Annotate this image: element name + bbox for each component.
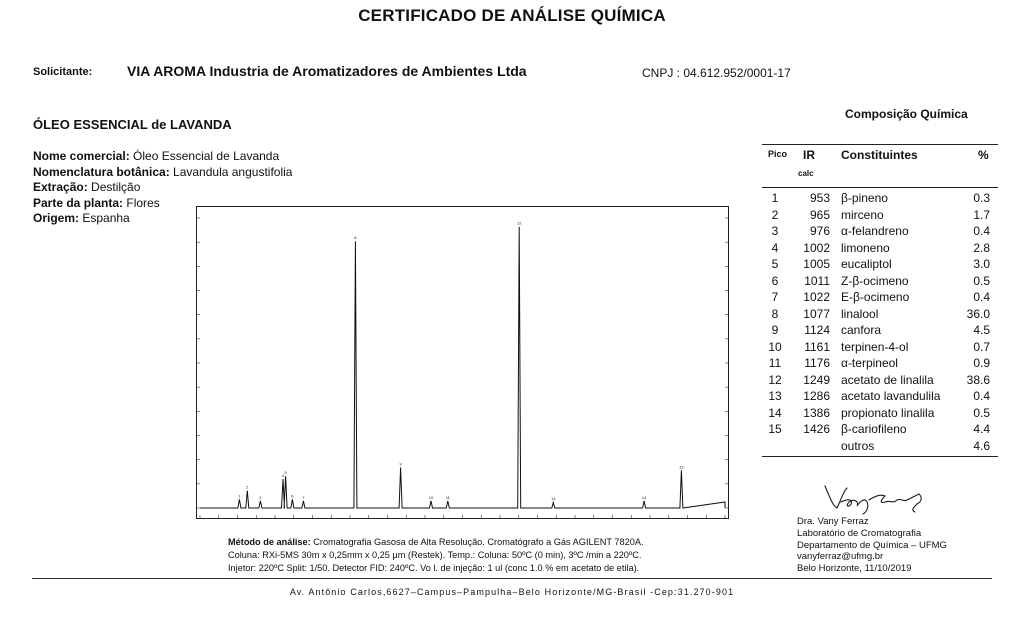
cell-pico: 10 (768, 339, 782, 354)
cell-pico: 14 (768, 405, 782, 420)
method-text: Método de análise: Cromatografia Gasosa de Alta Resolução. Cromatógrafo a Gás AGILENT 7820A. Coluna: RXi-5MS 30m x 0,25mm x 0,25 μm (Restek). Temp.: Coluna: 50ºC (0 min), 3ºC /min a 220ºC. Injetor: 220ºC Split: 1/50. Detector FID: 240ºC. Vo l. de injeção: 1 ul (conc 1.0 % em acetato de etila). (228, 537, 644, 573)
product-title: ÓLEO ESSENCIAL de LAVANDA (33, 117, 232, 132)
table-top-rule (762, 144, 998, 145)
table-row (762, 257, 998, 274)
cell-pico: 2 (771, 207, 779, 222)
cell-constituinte: linalool (841, 306, 879, 321)
cell-percent: 4.5 (973, 323, 990, 337)
table-row (762, 224, 998, 241)
peak-label: 10 (428, 494, 434, 500)
cell-ir: 965 (809, 207, 830, 222)
cell-constituinte: propionato linalila (841, 405, 935, 420)
cell-constituinte: mirceno (841, 207, 884, 222)
signature-lab: Laboratório de Cromatografia (797, 527, 922, 539)
table-row (762, 356, 998, 373)
cell-ir: 953 (809, 191, 830, 205)
cell-constituinte: E-β-ocimeno (841, 290, 910, 304)
peak-label: 15 (679, 464, 684, 470)
cell-percent: 0.3 (973, 191, 990, 205)
cell-constituinte: limoneno (841, 240, 890, 255)
table-row (762, 406, 998, 423)
cell-ir: 1176 (804, 356, 830, 370)
cell-percent: 0.7 (973, 339, 990, 354)
page-title: CERTIFICADO DE ANÁLISE QUÍMICA (358, 6, 666, 25)
peak-label: 14 (641, 494, 647, 500)
cell-pico: 11 (768, 356, 782, 370)
peak-label: 1 (238, 493, 241, 499)
cell-percent: 38.6 (966, 372, 990, 387)
signature-date: Belo Horizonte, 11/10/2019 (797, 563, 912, 575)
cell-ir: 1426 (803, 422, 830, 436)
cell-pico: 6 (771, 273, 779, 288)
cell-ir: 1011 (804, 273, 830, 288)
table-row (762, 389, 998, 406)
cell-pico: 5 (771, 257, 779, 271)
cell-ir: 1386 (803, 405, 830, 420)
info-row-parte: Parte da planta: Flores (33, 195, 160, 210)
th-percent: % (978, 148, 989, 162)
th-pico: Pico (768, 149, 788, 159)
cell-constituinte: eucaliptol (841, 257, 892, 271)
info-row-nomenclatura: Nomenclatura botânica: Lavandula angustifolia (33, 164, 293, 179)
peak-label: 8 (354, 235, 357, 241)
cell-ir: 1286 (803, 389, 830, 403)
cell-constituinte: α-felandreno (841, 224, 909, 238)
th-ir-calc: calc (798, 169, 814, 178)
peak-label: 4 (281, 473, 285, 478)
cell-constituinte: canfora (841, 323, 882, 337)
table-row (762, 307, 998, 324)
peak-label: 12 (516, 220, 522, 226)
cell-constituinte: β-cariofileno (841, 422, 907, 436)
peak-label: 7 (302, 494, 305, 500)
cell-constituinte: acetato lavandulila (841, 389, 941, 403)
table-row (762, 323, 998, 340)
th-ir: IR (803, 148, 815, 162)
cell-pico: 1 (771, 191, 779, 205)
cell-percent: 0.4 (973, 290, 990, 304)
cell-pico: 7 (771, 290, 779, 304)
cell-pico: 13 (768, 389, 782, 403)
footer-address: Av. Antônio Carlos,6627–Campus–Pampulha–Belo Horizonte/MG-Brasil -Cep:31.270-901 (289, 587, 735, 597)
table-row (762, 373, 998, 390)
cnpj-text: CNPJ : 04.612.952/0001-17 (642, 66, 791, 80)
cell-pico: 9 (771, 323, 779, 337)
cell-percent: 4.6 (973, 438, 990, 453)
peak-label: 6 (291, 493, 294, 499)
info-row-nome: Nome comercial: Óleo Essencial de Lavanda (33, 149, 280, 163)
cell-pico: 12 (768, 372, 782, 387)
table-row (762, 422, 998, 439)
cell-percent: 4.4 (973, 422, 990, 436)
cell-constituinte: acetato de linalila (841, 372, 934, 387)
solicitante-label: Solicitante: (33, 66, 93, 78)
cell-percent: 1.7 (973, 207, 990, 222)
signature-block (797, 516, 947, 575)
table-bottom-rule (762, 456, 998, 457)
cell-pico: 3 (771, 224, 779, 238)
cell-ir: 1022 (803, 290, 830, 304)
table-row (762, 274, 998, 291)
cell-ir: 1077 (803, 306, 830, 321)
cell-pico: 15 (768, 422, 782, 436)
cell-pico: 8 (771, 306, 779, 321)
cell-ir: 1249 (803, 372, 830, 387)
table-row (762, 290, 998, 307)
cell-pico: 4 (771, 240, 779, 255)
table-row (762, 241, 998, 258)
signature-email: vanyferraz@ufmg.br (797, 551, 884, 563)
peak-label: 5 (284, 470, 287, 476)
solicitante-name: VIA AROMA Industria de Aromatizadores de Ambientes Ltda (127, 63, 527, 79)
info-row-extracao: Extração: Destilção (33, 180, 141, 194)
cell-ir: 976 (809, 224, 830, 238)
table-row (762, 340, 998, 357)
info-row-origem: Origem: Espanha (33, 211, 130, 225)
th-constituintes: Constituintes (841, 148, 918, 162)
cell-ir: 1124 (804, 323, 830, 337)
peak-label: 13 (551, 496, 556, 502)
table-row (762, 191, 998, 208)
peak-label: 11 (445, 494, 450, 500)
cell-percent: 0.4 (973, 389, 990, 403)
table-header-rule (762, 187, 998, 188)
cell-ir: 1161 (804, 339, 830, 354)
chromatogram-frame (197, 207, 729, 519)
cell-percent: 3.0 (973, 257, 990, 271)
peak-label: 3 (259, 494, 262, 500)
cell-percent: 0.5 (973, 405, 990, 420)
peak-label: 2 (246, 484, 249, 490)
cell-constituinte: Z-β-ocimeno (841, 273, 909, 288)
cell-percent: 0.9 (973, 356, 990, 370)
cell-ir: 1002 (803, 240, 830, 255)
peak-label: 9 (399, 461, 402, 467)
cell-constituinte: α-terpineol (841, 356, 898, 370)
table-row (762, 439, 998, 456)
cell-percent: 0.5 (973, 273, 990, 288)
signature-handwriting (797, 476, 937, 516)
signature-dept: Departamento de Química – UFMG (797, 539, 947, 551)
table-row (762, 208, 998, 225)
cell-constituinte: β-pineno (841, 191, 888, 205)
cell-ir: 1005 (803, 257, 830, 271)
cell-constituinte: outros (841, 438, 875, 453)
cell-percent: 0.4 (973, 224, 990, 238)
cell-constituinte: terpinen-4-ol (841, 339, 909, 354)
cell-percent: 2.8 (973, 240, 990, 255)
composition-title: Composição Química (845, 107, 968, 121)
cell-percent: 36.0 (966, 306, 990, 321)
signature-name: Dra. Vany Ferraz (797, 516, 869, 527)
chromatogram (196, 206, 729, 519)
footer-rule (32, 578, 992, 579)
